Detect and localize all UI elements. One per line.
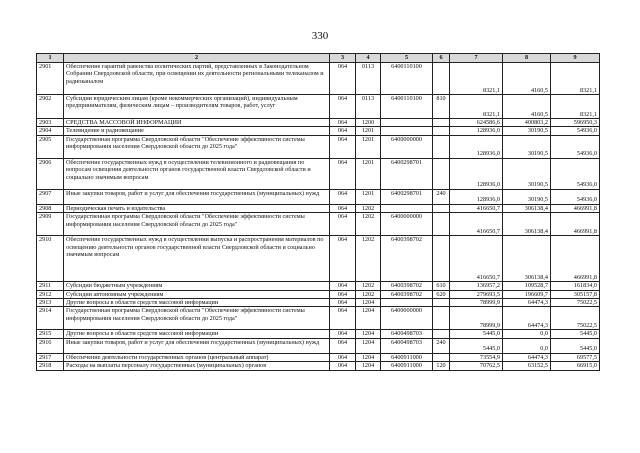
- amount-col8: 0,0: [503, 338, 551, 353]
- amount-col9: 75022,5: [551, 307, 600, 330]
- header-cell: 6: [433, 54, 450, 63]
- section-code: 1201: [356, 158, 381, 189]
- target-code: [381, 299, 433, 307]
- amount-col7: 624586,6: [450, 119, 503, 127]
- amount-col7: 8321,1: [450, 95, 503, 119]
- row-number: 2914: [37, 307, 64, 330]
- row-number: 2915: [37, 330, 64, 338]
- table-row: [37, 236, 600, 282]
- admin-code: 064: [330, 213, 356, 236]
- row-number: 2901: [37, 63, 64, 95]
- row-number: 2906: [37, 158, 64, 189]
- amount-col8: 64474,3: [503, 299, 551, 307]
- amount-col9: 5445,0: [551, 330, 600, 338]
- row-name: Периодическая печать и издательства: [64, 204, 330, 212]
- amount-col7: 73554,9: [450, 353, 503, 361]
- row-number: 2916: [37, 338, 64, 353]
- amount-col7: 128936,0: [450, 158, 503, 189]
- target-code: 6400000000: [381, 213, 433, 236]
- row-number: 2903: [37, 119, 64, 127]
- table-row: [37, 127, 600, 135]
- amount-col9: 75022,5: [551, 299, 600, 307]
- expense-type-code: [433, 236, 450, 282]
- amount-col8: 30190,5: [503, 189, 551, 204]
- expense-type-code: [433, 204, 450, 212]
- section-code: 1204: [356, 338, 381, 353]
- header-cell: 7: [450, 54, 503, 63]
- row-name: Другие вопросы в области средств массовой информации: [64, 299, 330, 307]
- amount-col7: 5445,0: [450, 338, 503, 353]
- amount-col9: 66915,0: [551, 362, 600, 370]
- table-row: [37, 307, 600, 330]
- amount-col9: 305157,8: [551, 290, 600, 298]
- admin-code: 064: [330, 236, 356, 282]
- table-row: [37, 353, 600, 361]
- row-name: Государственная программа Свердловской области "Обеспечение эффективности системы информирования населения Свердловской области до 2025 года": [64, 135, 330, 158]
- target-code: [381, 119, 433, 127]
- section-code: 1202: [356, 213, 381, 236]
- expense-type-code: [433, 119, 450, 127]
- row-name: Государственная программа Свердловской области "Обеспечение эффективности системы информирования населения Свердловской области до 2025 года": [64, 307, 330, 330]
- admin-code: 064: [330, 189, 356, 204]
- amount-col9: 466991,8: [551, 204, 600, 212]
- amount-col8: 4160,5: [503, 95, 551, 119]
- amount-col8: 4160,5: [503, 63, 551, 95]
- amount-col9: 54936,0: [551, 135, 600, 158]
- target-code: 6400911000: [381, 353, 433, 361]
- row-number: 2917: [37, 353, 64, 361]
- section-code: 0113: [356, 95, 381, 119]
- amount-col7: 5445,0: [450, 330, 503, 338]
- amount-col9: 8321,1: [551, 95, 600, 119]
- admin-code: 064: [330, 127, 356, 135]
- amount-col8: 400803,2: [503, 119, 551, 127]
- admin-code: 064: [330, 95, 356, 119]
- section-code: 1204: [356, 307, 381, 330]
- row-name: Иные закупки товаров, работ и услуг для обеспечения государственных (муниципальных) нужд: [64, 189, 330, 204]
- table-row: [37, 63, 600, 95]
- row-name: Обеспечение государственных нужд в осуществлении выпуска и распространения материалов по освещению деятельности органов государственной власти Свердловской области и социально значимым вопросам: [64, 236, 330, 282]
- header-cell: 5: [381, 54, 433, 63]
- target-code: [381, 127, 433, 135]
- admin-code: 064: [330, 353, 356, 361]
- row-name: Обеспечение государственных нужд в осуществлении телевизионного и радиовещания по вопросам освещения деятельности органов государственной власти Свердловской области и социально значимым вопросам: [64, 158, 330, 189]
- amount-col7: 416650,7: [450, 204, 503, 212]
- target-code: [381, 204, 433, 212]
- amount-col7: 279693,5: [450, 290, 503, 298]
- amount-col9: 54936,0: [551, 189, 600, 204]
- section-code: 1204: [356, 299, 381, 307]
- amount-col8: 306138,4: [503, 236, 551, 282]
- admin-code: 064: [330, 135, 356, 158]
- amount-col7: 416650,7: [450, 213, 503, 236]
- row-number: 2910: [37, 236, 64, 282]
- amount-col7: 70762,5: [450, 362, 503, 370]
- row-name: Государственная программа Свердловской области "Обеспечение эффективности системы информирования населения Свердловской области до 2025 года": [64, 213, 330, 236]
- target-code: 6400911000: [381, 362, 433, 370]
- amount-col9: 54936,0: [551, 158, 600, 189]
- header-cell: 9: [551, 54, 600, 63]
- section-code: 1202: [356, 290, 381, 298]
- expense-type-code: [433, 307, 450, 330]
- admin-code: 064: [330, 299, 356, 307]
- expense-type-code: 120: [433, 362, 450, 370]
- table-row: [37, 95, 600, 119]
- expense-type-code: 620: [433, 290, 450, 298]
- expense-type-code: 610: [433, 282, 450, 290]
- target-code: 6400298701: [381, 158, 433, 189]
- admin-code: 064: [330, 63, 356, 95]
- amount-col8: 0,0: [503, 330, 551, 338]
- table-body: [37, 54, 600, 371]
- row-name: Субсидии автономным учреждениям: [64, 290, 330, 298]
- row-number: 2918: [37, 362, 64, 370]
- header-cell: 2: [64, 54, 330, 63]
- row-number: 2905: [37, 135, 64, 158]
- table-row: [37, 290, 600, 298]
- target-code: 6400398702: [381, 282, 433, 290]
- section-code: 1201: [356, 189, 381, 204]
- row-number: 2902: [37, 95, 64, 119]
- expense-type-code: 240: [433, 338, 450, 353]
- amount-col9: 161834,0: [551, 282, 600, 290]
- header-cell: 4: [356, 54, 381, 63]
- amount-col8: 109528,7: [503, 282, 551, 290]
- row-number: 2912: [37, 290, 64, 298]
- row-name: СРЕДСТВА МАССОВОЙ ИНФОРМАЦИИ: [64, 119, 330, 127]
- admin-code: 064: [330, 307, 356, 330]
- admin-code: 064: [330, 362, 356, 370]
- table-row: [37, 135, 600, 158]
- amount-col8: 306138,4: [503, 204, 551, 212]
- target-code: 6400498703: [381, 338, 433, 353]
- table-row: [37, 204, 600, 212]
- section-code: 1204: [356, 330, 381, 338]
- row-name: Другие вопросы в области средств массовой информации: [64, 330, 330, 338]
- amount-col8: 30190,5: [503, 158, 551, 189]
- expense-type-code: [433, 330, 450, 338]
- header-row: [37, 54, 600, 63]
- expense-type-code: [433, 353, 450, 361]
- expense-type-code: [433, 135, 450, 158]
- row-name: Обеспечение деятельности государственных органов (центральный аппарат): [64, 353, 330, 361]
- row-number: 2909: [37, 213, 64, 236]
- target-code: 6400298701: [381, 189, 433, 204]
- row-name: Телевидение и радиовещание: [64, 127, 330, 135]
- section-code: 1204: [356, 362, 381, 370]
- amount-col8: 64474,3: [503, 307, 551, 330]
- target-code: 6400110100: [381, 95, 433, 119]
- amount-col7: 78999,9: [450, 299, 503, 307]
- amount-col9: 5445,0: [551, 338, 600, 353]
- table-row: [37, 299, 600, 307]
- section-code: 1200: [356, 119, 381, 127]
- admin-code: 064: [330, 330, 356, 338]
- row-number: 2911: [37, 282, 64, 290]
- amount-col9: 466991,8: [551, 213, 600, 236]
- expense-type-code: [433, 158, 450, 189]
- target-code: 6400110100: [381, 63, 433, 95]
- header-cell: 1: [37, 54, 64, 63]
- target-code: 6400398702: [381, 290, 433, 298]
- target-code: 6400398702: [381, 236, 433, 282]
- amount-col7: 136957,2: [450, 282, 503, 290]
- amount-col8: 30190,5: [503, 135, 551, 158]
- section-code: 0113: [356, 63, 381, 95]
- amount-col8: 64474,3: [503, 353, 551, 361]
- row-name: Расходы на выплаты персоналу государственных (муниципальных) органов: [64, 362, 330, 370]
- amount-col7: 416650,7: [450, 236, 503, 282]
- table-row: [37, 158, 600, 189]
- admin-code: 064: [330, 204, 356, 212]
- section-code: 1204: [356, 353, 381, 361]
- table-row: [37, 330, 600, 338]
- section-code: 1202: [356, 236, 381, 282]
- section-code: 1201: [356, 135, 381, 158]
- amount-col7: 8321,1: [450, 63, 503, 95]
- section-code: 1202: [356, 204, 381, 212]
- amount-col7: 128936,0: [450, 127, 503, 135]
- budget-table: [36, 53, 600, 371]
- row-number: 2907: [37, 189, 64, 204]
- amount-col9: 466991,8: [551, 236, 600, 282]
- amount-col9: 596950,3: [551, 119, 600, 127]
- row-name: Субсидии бюджетным учреждениям: [64, 282, 330, 290]
- expense-type-code: [433, 127, 450, 135]
- table-row: [37, 362, 600, 370]
- amount-col7: 128936,0: [450, 135, 503, 158]
- row-number: 2904: [37, 127, 64, 135]
- amount-col7: 128936,0: [450, 189, 503, 204]
- amount-col7: 78999,9: [450, 307, 503, 330]
- header-cell: 8: [503, 54, 551, 63]
- admin-code: 064: [330, 119, 356, 127]
- admin-code: 064: [330, 338, 356, 353]
- row-name: Обеспечение гарантий равенства политических партий, представленных в Законодательном Собрании Свердловской области, при освещении их деятельности региональными телеканалом и радиоканалом: [64, 63, 330, 95]
- amount-col8: 63152,5: [503, 362, 551, 370]
- amount-col9: 69577,5: [551, 353, 600, 361]
- amount-col9: 54936,0: [551, 127, 600, 135]
- table-row: [37, 282, 600, 290]
- amount-col8: 196609,7: [503, 290, 551, 298]
- expense-type-code: [433, 299, 450, 307]
- row-number: 2908: [37, 204, 64, 212]
- admin-code: 064: [330, 158, 356, 189]
- amount-col8: 306138,4: [503, 213, 551, 236]
- amount-col9: 8321,1: [551, 63, 600, 95]
- target-code: 6400000000: [381, 307, 433, 330]
- expense-type-code: [433, 213, 450, 236]
- expense-type-code: 810: [433, 95, 450, 119]
- expense-type-code: 240: [433, 189, 450, 204]
- admin-code: 064: [330, 282, 356, 290]
- admin-code: 064: [330, 290, 356, 298]
- table-row: [37, 213, 600, 236]
- row-number: 2913: [37, 299, 64, 307]
- row-name: Иные закупки товаров, работ и услуг для обеспечения государственных (муниципальных) нужд: [64, 338, 330, 353]
- section-code: 1202: [356, 282, 381, 290]
- table-row: [37, 119, 600, 127]
- table-row: [37, 189, 600, 204]
- amount-col8: 30190,5: [503, 127, 551, 135]
- target-code: 6400498703: [381, 330, 433, 338]
- expense-type-code: [433, 63, 450, 95]
- row-name: Субсидии юридическим лицам (кроме некоммерческих организаций), индивидуальным предпринимателям, физическим лицам – производителям товаров, работ, услуг: [64, 95, 330, 119]
- header-cell: 3: [330, 54, 356, 63]
- target-code: 6400000000: [381, 135, 433, 158]
- page-number: 330: [311, 30, 329, 42]
- table-row: [37, 338, 600, 353]
- section-code: 1201: [356, 127, 381, 135]
